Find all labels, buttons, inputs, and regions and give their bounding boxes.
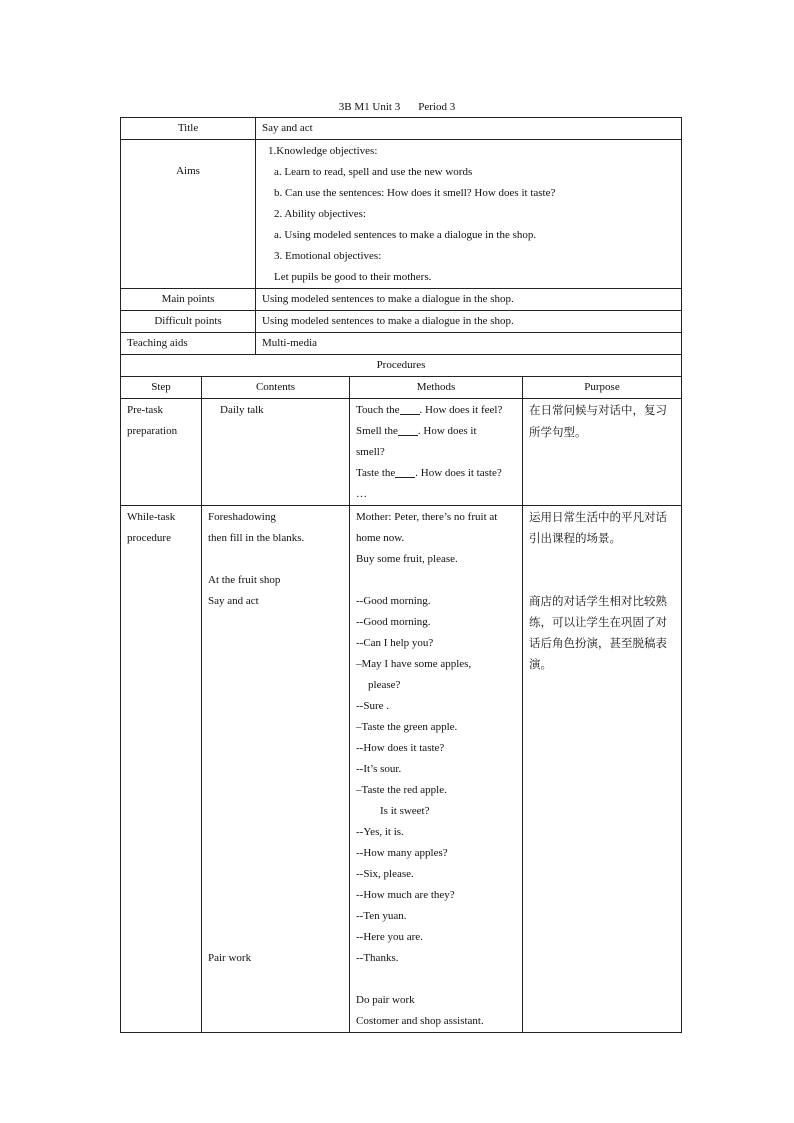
dialogue-line: Is it sweet? <box>380 805 430 817</box>
pretask-contents <box>202 399 350 506</box>
aims-line: 1.Knowledge objectives: <box>268 145 378 157</box>
procedures-header-row <box>121 377 682 399</box>
main-points-row <box>121 289 682 311</box>
contents-line: Daily talk <box>220 404 264 416</box>
whiletask-step <box>121 506 202 1033</box>
purpose-text: 在日常问候与对话中，复习所学句型。 <box>529 403 668 439</box>
dialogue-line: –Taste the green apple. <box>356 721 458 733</box>
contents-line: Pair work <box>208 952 252 964</box>
dialogue-line: –May I have some apples, <box>356 658 472 670</box>
document-title <box>0 99 794 115</box>
whiletask-row <box>121 506 682 1033</box>
fill-blank <box>400 402 420 415</box>
aims-label: Aims <box>176 165 200 177</box>
aims-line: Let pupils be good to their mothers. <box>274 271 432 283</box>
aims-line: b. Can use the sentences: How does it smell? How does it taste? <box>274 187 556 199</box>
difficult-points-value: Using modeled sentences to make a dialogue in the shop. <box>256 311 682 333</box>
title-row <box>121 118 682 140</box>
method-text: Taste the <box>356 467 396 479</box>
method-text: . How does it taste? <box>415 467 502 479</box>
dialogue-line: --How many apples? <box>356 847 448 859</box>
dialogue-line: --Six, please. <box>356 868 414 880</box>
contents-line: Say and act <box>208 595 259 607</box>
col-header-methods: Methods <box>350 377 523 399</box>
pretask-purpose <box>523 399 682 506</box>
title-label: Title <box>121 118 256 140</box>
whiletask-contents <box>202 506 350 1033</box>
teaching-aids-value: Multi-media <box>256 333 682 355</box>
step-line: While-task <box>127 511 176 523</box>
method-line: Buy some fruit, please. <box>356 553 458 565</box>
step-line: Pre-task <box>127 404 164 416</box>
method-line: Costomer and shop assistant. <box>356 1015 484 1027</box>
aims-line: 3. Emotional objectives: <box>274 250 382 262</box>
dialogue-line: –Taste the red apple. <box>356 784 447 796</box>
difficult-points-row <box>121 311 682 333</box>
dialogue-line: --Here you are. <box>356 931 423 943</box>
dialogue-line: --Ten yuan. <box>356 910 407 922</box>
main-points-value: Using modeled sentences to make a dialogue in the shop. <box>256 289 682 311</box>
dialogue-line: --Good morning. <box>356 616 431 628</box>
aims-content <box>256 140 682 289</box>
col-header-contents: Contents <box>202 377 350 399</box>
method-line: Mother: Peter, there’s no fruit at <box>356 511 498 523</box>
dialogue-line: please? <box>368 679 401 691</box>
procedures-heading-row <box>121 355 682 377</box>
pretask-methods <box>350 399 523 506</box>
dialogue-line: --How does it taste? <box>356 742 445 754</box>
method-spacer <box>356 570 516 591</box>
dialogue-line: --Can I help you? <box>356 637 434 649</box>
title-value: Say and act <box>256 118 682 140</box>
aims-label-cell <box>121 140 256 289</box>
teaching-aids-row <box>121 333 682 355</box>
difficult-points-label: Difficult points <box>121 311 256 333</box>
dialogue-line: --Thanks. <box>356 952 399 964</box>
method-line: smell? <box>356 446 385 458</box>
contents-line: then fill in the blanks. <box>208 532 305 544</box>
dialogue-line: --Yes, it is. <box>356 826 404 838</box>
method-text: . How does it <box>417 425 477 437</box>
method-line: Do pair work <box>356 994 415 1006</box>
step-line: preparation <box>127 425 178 437</box>
method-line: home now. <box>356 532 405 544</box>
pretask-step <box>121 399 202 506</box>
method-line <box>356 463 516 484</box>
aims-row <box>121 140 682 289</box>
lesson-plan-table <box>120 117 682 1033</box>
teaching-aids-label: Teaching aids <box>121 333 256 355</box>
unit-label: 3B M1 Unit 3 <box>338 101 401 113</box>
whiletask-methods <box>350 506 523 1033</box>
purpose-text: 商店的对话学生相对比较熟练，可以让学生在巩固了对话后角色扮演，甚至脱稿表演。 <box>529 594 668 671</box>
aims-line: a. Using modeled sentences to make a dialogue in the shop. <box>274 229 537 241</box>
purpose-text: 运用日常生活中的平凡对话引出课程的场景。 <box>529 510 668 545</box>
method-text: Smell the <box>356 425 398 437</box>
fill-blank <box>395 465 415 478</box>
pretask-row <box>121 399 682 506</box>
method-text: . How does it feel? <box>419 404 503 416</box>
step-line: procedure <box>127 532 171 544</box>
aims-line: 2. Ability objectives: <box>274 208 366 220</box>
method-line: … <box>356 488 368 500</box>
aims-line: a. Learn to read, spell and use the new words <box>274 166 473 178</box>
method-text: Touch the <box>356 404 400 416</box>
fill-blank <box>398 423 418 436</box>
method-line <box>356 400 516 421</box>
contents-line: At the fruit shop <box>208 574 281 586</box>
procedures-heading: Procedures <box>121 355 682 377</box>
contents-line: Foreshadowing <box>208 511 276 523</box>
main-points-label: Main points <box>121 289 256 311</box>
method-spacer <box>356 969 516 990</box>
col-header-purpose: Purpose <box>523 377 682 399</box>
col-header-step: Step <box>121 377 202 399</box>
whiletask-purpose <box>523 506 682 1033</box>
method-line <box>356 421 516 442</box>
contents-spacer <box>208 549 343 570</box>
dialogue-line: --Sure . <box>356 700 390 712</box>
period-label: Period 3 <box>418 101 456 113</box>
dialogue-line: --How much are they? <box>356 889 455 901</box>
dialogue-line: --Good morning. <box>356 595 431 607</box>
dialogue-line: --It’s sour. <box>356 763 402 775</box>
